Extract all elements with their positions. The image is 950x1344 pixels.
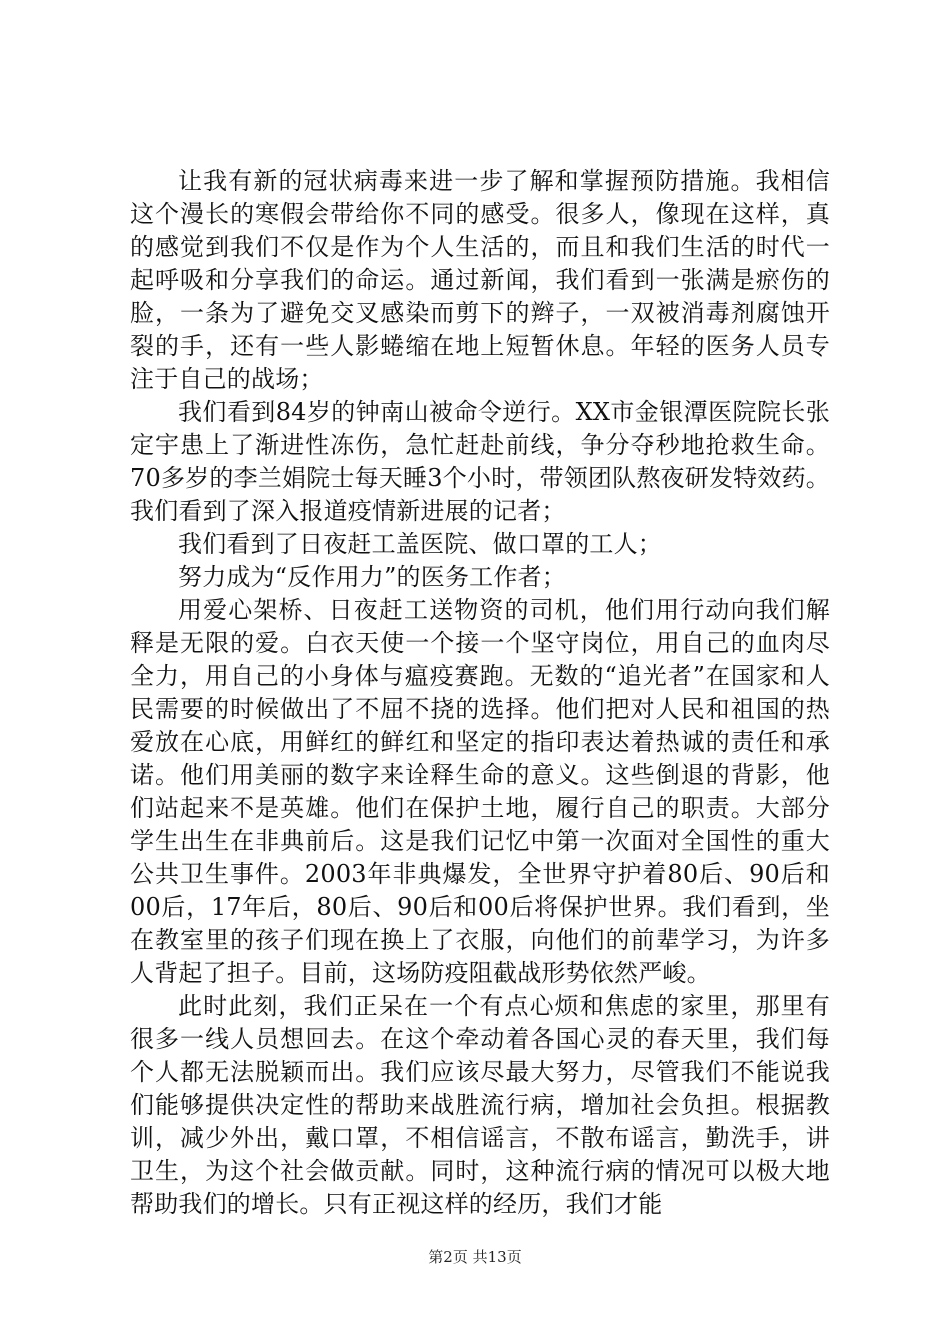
paragraph: 努力成为“反作用力”的医务工作者； bbox=[178, 563, 566, 591]
paragraph: 我们看到84岁的钟南山被命令逆行。XX市金银潭医院院长张定宇患上了渐进性冻伤，急忙赶赴前线，争分夺秒地抢救生命。70多岁的李兰娟院士每天睡3个小时，带领团队熬夜研发特效药。我们看到了深入报道疫情新进展的记者； bbox=[130, 398, 830, 525]
paragraph: 用爱心架桥、日夜赶工送物资的司机，他们用行动向我们解释是无限的爱。白衣天使一个接一个坚守岗位，用自己的血肉尽全力，用自己的小身体与瘟疫赛跑。无数的“追光者”在国家和人民需要的时候做出了不屈不挠的选择。他们把对人民和祖国的热爱放在心底，用鲜红的鲜红和坚定的指印表达着热诚的责任和承诺。他们用美丽的数字来诠释生命的意义。这些倒退的背影，他们站起来不是英雄。他们在保护土地，履行自己的职责。大部分学生出生在非典前后。这是我们记忆中第一次面对全国性的重大公共卫生事件。2003年非典爆发，全世界守护着80后、90后和00后，17年后，80后、90后和00后将保护世界。我们看到，坐在教室里的孩子们现在换上了衣服，向他们的前辈学习，为许多人背起了担子。目前，这场防疫阻截战形势依然严峻。 bbox=[130, 596, 830, 987]
paragraph: 我们看到了日夜赶工盖医院、做口罩的工人； bbox=[178, 530, 662, 558]
paragraph: 让我有新的冠状病毒来进一步了解和掌握预防措施。我相信这个漫长的寒假会带给你不同的感受。很多人，像现在这样，真的感觉到我们不仅是作为个人生活的，而且和我们生活的时代一起呼吸和分享我们的命运。通过新闻，我们看到一张满是瘀伤的脸，一条为了避免交叉感染而剪下的辫子，一双被消毒剂腐蚀开裂的手，还有一些人影蜷缩在地上短暂休息。年轻的医务人员专注于自己的战场； bbox=[130, 167, 830, 393]
body-text bbox=[130, 165, 830, 1221]
page-number-footer: 第2页 共13页 bbox=[428, 1248, 522, 1266]
paragraph: 此时此刻，我们正呆在一个有点心烦和焦虑的家里，那里有很多一线人员想回去。在这个牵动着各国心灵的春天里，我们每个人都无法脱颖而出。我们应该尽最大努力，尽管我们不能说我们能够提供决定性的帮助来战胜流行病，增加社会负担。根据教训，减少外出，戴口罩，不相信谣言，不散布谣言，勤洗手，讲卫生，为这个社会做贡献。同时，这种流行病的情况可以极大地帮助我们的增长。只有正视这样的经历，我们才能 bbox=[130, 992, 830, 1218]
